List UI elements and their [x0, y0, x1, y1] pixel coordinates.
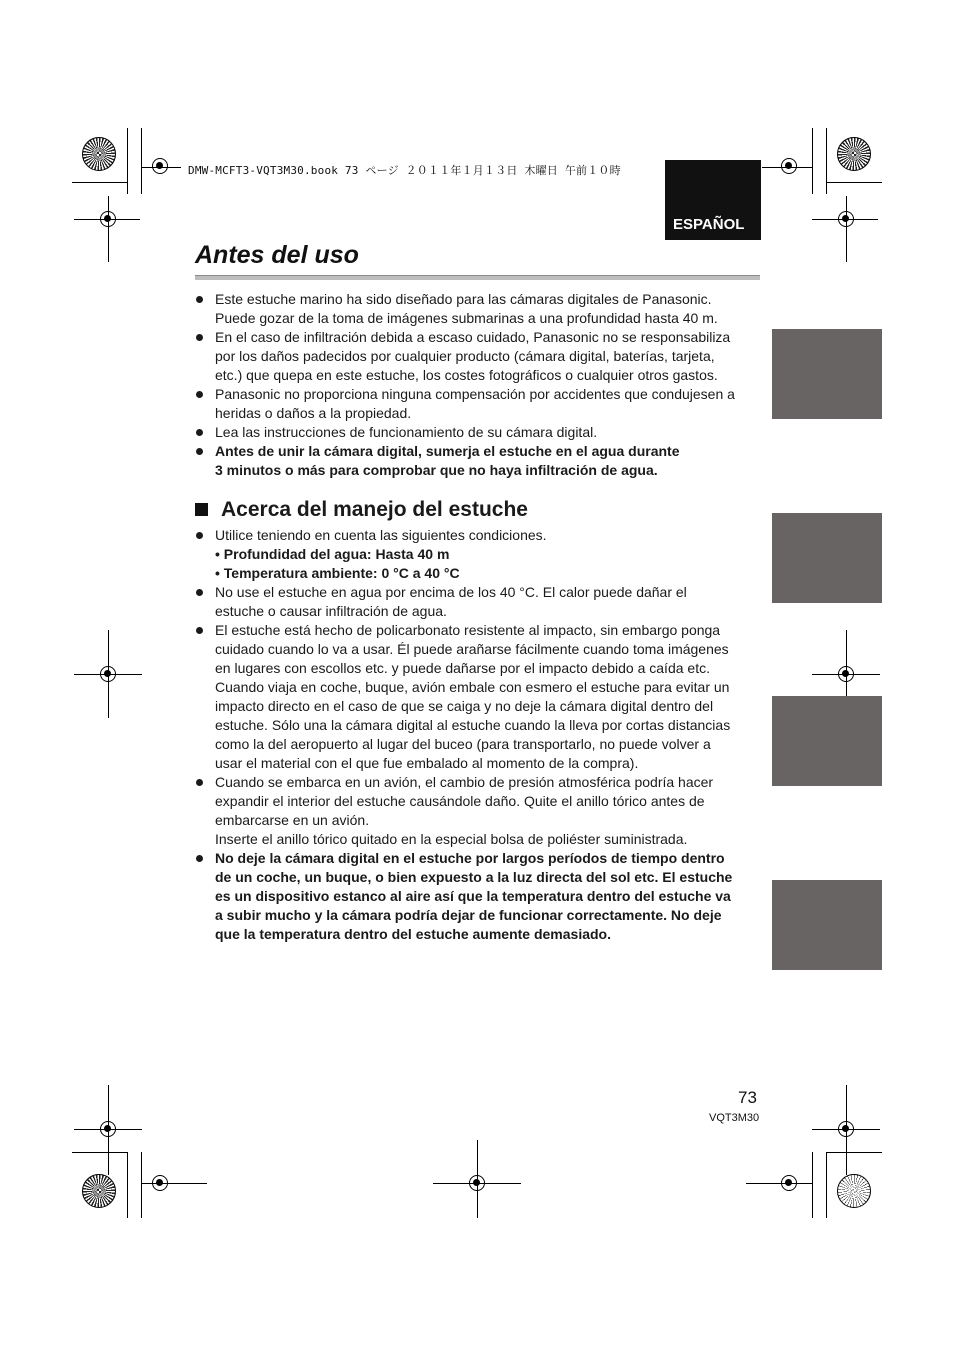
document-code: VQT3M30	[709, 1112, 760, 1124]
section-heading: Acerca del manejo del estuche	[195, 497, 760, 523]
list-item: Lea las instrucciones de funcionamiento de su cámara digital.	[195, 423, 760, 442]
list-item: En el caso de infiltración debida a escaso cuidado, Panasonic no se responsabiliza por los daños padecidos por cualquier producto (cámara digital, baterías, tarjeta, etc.) que quepa en este estuche, los costes fotográficos o cualquier otros gastos.	[195, 328, 760, 385]
thumb-index-block	[772, 880, 882, 970]
language-tab	[665, 160, 761, 240]
main-content	[195, 290, 760, 944]
square-bullet-icon	[195, 503, 208, 516]
bullet-icon	[196, 334, 203, 341]
list-item-warning: No deje la cámara digital en el estuche por largos períodos de tiempo dentro de un coche, un buque, o bien expuesto a la luz directa del sol etc. El estuche es un dispositivo estanco al aire así que la temperatura dentro del estuche va a subir mucho y la cámara podría dejar de funcionar correctamente. No deje que la temperatura dentro del estuche aumente demasiado.	[195, 849, 760, 944]
crosshair-target-icon	[781, 1175, 797, 1191]
list-item-warning: Antes de unir la cámara digital, sumerja el estuche en el agua durante 3 minutos o más para comprobar que no haya infiltración de agua.	[195, 442, 760, 480]
thumb-index-block	[772, 513, 882, 603]
list-item: No use el estuche en agua por encima de los 40 °C. El calor puede dañar el estuche o causar infiltración de agua.	[195, 583, 760, 621]
thumb-index-block	[772, 329, 882, 419]
crosshair-target-icon	[100, 1121, 116, 1137]
condition-temperature: • Temperatura ambiente: 0 °C a 40 °C	[215, 565, 460, 581]
crosshair-target-icon	[469, 1175, 485, 1191]
list-item: El estuche está hecho de policarbonato resistente al impacto, sin embargo ponga cuidado cuando lo va a usar. Él puede arañarse fácilmente cuando toma imágenes en lugares con escollos etc. y puede dañarse por el impacto debido a caída etc. Cuando viaja en coche, buque, avión embale con esmero el estuche para evitar un impacto directo en el caso de que se caiga y no deje la cámara digital dentro del estuche. Sólo una la cámara digital al estuche cuando la lleva por cortas distancias como la del aeropuerto al lugar del buceo (para transportarlo, no puede volver a usar el material con el que fue embalado al momento de la compra).	[195, 621, 760, 773]
page-number: 73	[738, 1088, 757, 1107]
crosshair-target-icon	[100, 211, 116, 227]
condition-depth: • Profundidad del agua: Hasta 40 m	[215, 546, 450, 562]
crosshair-target-icon	[838, 666, 854, 682]
crosshair-target-icon	[152, 158, 168, 174]
crosshair-target-icon	[781, 158, 797, 174]
language-tab-label: ESPAÑOL	[673, 216, 745, 233]
page-title: Antes del uso	[195, 241, 359, 269]
list-item: Este estuche marino ha sido diseñado para las cámaras digitales de Panasonic. Puede gozar de la toma de imágenes submarinas a una profundidad hasta 40 m.	[195, 290, 760, 328]
bullet-icon	[196, 532, 203, 539]
crosshair-target-icon	[152, 1175, 168, 1191]
thumb-index-block	[772, 696, 882, 786]
bullet-icon	[196, 429, 203, 436]
crosshair-target-icon	[838, 1121, 854, 1137]
list-item: Cuando se embarca en un avión, el cambio de presión atmosférica podría hacer expandir el interior del estuche causándole daño. Quite el anillo tórico antes de embarcarse en un avión. Inserte el anillo tórico quitado en la especial bolsa de poliéster suministrada.	[195, 773, 760, 849]
registration-rosette-icon	[82, 1174, 116, 1208]
list-item: Panasonic no proporciona ninguna compensación por accidentes que condujesen a heridas o daños a la propiedad.	[195, 385, 760, 423]
list-item: Utilice teniendo en cuenta las siguientes condiciones. • Profundidad del agua: Hasta 40 m • Temperatura ambiente: 0 °C a 40 °C	[195, 526, 760, 583]
bullet-icon	[196, 391, 203, 398]
crosshair-target-icon	[838, 211, 854, 227]
bullet-icon	[196, 627, 203, 634]
book-meta-line: DMW-MCFT3-VQT3M30.book 73 ページ ２０１１年１月１３日 木曜日 午前１０時	[188, 164, 621, 177]
registration-rosette-icon	[837, 137, 871, 171]
bullet-icon	[196, 296, 203, 303]
registration-rosette-icon	[82, 137, 116, 171]
title-underline	[195, 275, 760, 280]
bullet-icon	[196, 448, 203, 455]
bullet-icon	[196, 779, 203, 786]
bullet-icon	[196, 855, 203, 862]
registration-rosette-icon	[837, 1174, 871, 1208]
crosshair-target-icon	[100, 666, 116, 682]
bullet-icon	[196, 589, 203, 596]
